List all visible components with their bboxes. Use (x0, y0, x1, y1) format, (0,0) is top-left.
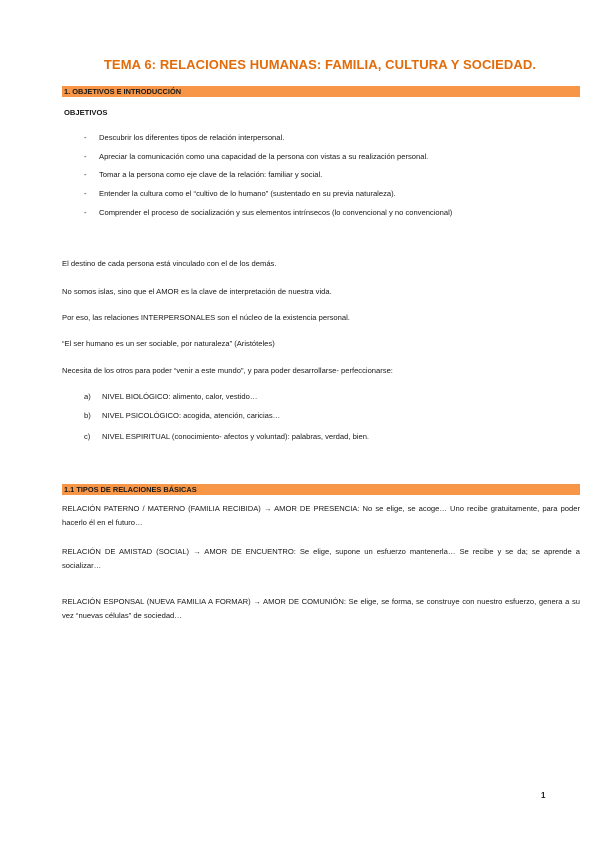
objectives-label: OBJETIVOS (64, 108, 108, 117)
list-bullet: - (84, 133, 87, 142)
list-item: Descubrir los diferentes tipos de relación interpersonal. (99, 133, 285, 142)
list-item: Apreciar la comunicación como una capacidad de la persona con vistas a su realización personal. (99, 152, 429, 161)
page-number: 1 (541, 791, 546, 800)
list-bullet: - (84, 170, 87, 179)
list-item: NIVEL ESPIRITUAL (conocimiento- afectos y voluntad): palabras, verdad, bien. (102, 432, 370, 441)
list-item: Tomar a la persona como eje clave de la relación: familiar y social. (99, 170, 323, 179)
list-item: Entender la cultura como el “cultivo de lo humano” (sustentado en su previa naturaleza). (99, 189, 396, 198)
section-heading-objetivos: 1. OBJETIVOS E INTRODUCCIÓN (62, 86, 580, 97)
relation-paragraph: RELACIÓN PATERNO / MATERNO (FAMILIA RECIBIDA) → AMOR DE PRESENCIA: No se elige, se acoge… Uno recibe gratuitamente, para poder hacerlo él en el futuro… (62, 504, 580, 527)
relation-paragraph: RELACIÓN DE AMISTAD (SOCIAL) → AMOR DE ENCUENTRO: Se elige, supone un esfuerzo mantenerla… Se recibe y se da; se aprende a socializar… (62, 547, 580, 570)
relation-paragraph: RELACIÓN ESPONSAL (NUEVA FAMILIA A FORMAR) → AMOR DE COMUNIÓN: Se elige, se forma, se construye con nuestro esfuerzo, genera a su vez “nuevas células” de sociedad… (62, 597, 580, 620)
list-bullet: - (84, 208, 87, 217)
list-bullet: - (84, 189, 87, 198)
intro-paragraph: No somos islas, sino que el AMOR es la clave de interpretación de nuestra vida. (62, 287, 332, 296)
intro-paragraph: Por eso, las relaciones INTERPERSONALES son el núcleo de la existencia personal. (62, 313, 350, 322)
list-item: NIVEL PSICOLÓGICO: acogida, atención, caricias… (102, 411, 281, 420)
intro-paragraph: El destino de cada persona está vinculado con el de los demás. (62, 259, 277, 268)
quote-paragraph: “El ser humano es un ser sociable, por naturaleza” (Aristóteles) (62, 339, 275, 348)
document-title: TEMA 6: RELACIONES HUMANAS: FAMILIA, CULTURA Y SOCIEDAD. (103, 57, 537, 72)
list-item: NIVEL BIOLÓGICO: alimento, calor, vestido… (102, 392, 258, 401)
list-item: Comprender el proceso de socialización y sus elementos intrínsecos (lo convencional y no convencional) (99, 208, 453, 217)
list-bullet: - (84, 152, 87, 161)
section-heading-tipos-relaciones: 1.1 TIPOS DE RELACIONES BÁSICAS (62, 484, 580, 495)
list-marker: a) (84, 392, 91, 401)
list-marker: c) (84, 432, 91, 441)
list-marker: b) (84, 411, 91, 420)
intro-paragraph: Necesita de los otros para poder “venir a este mundo”, y para poder desarrollarse- perfeccionarse: (62, 366, 393, 375)
